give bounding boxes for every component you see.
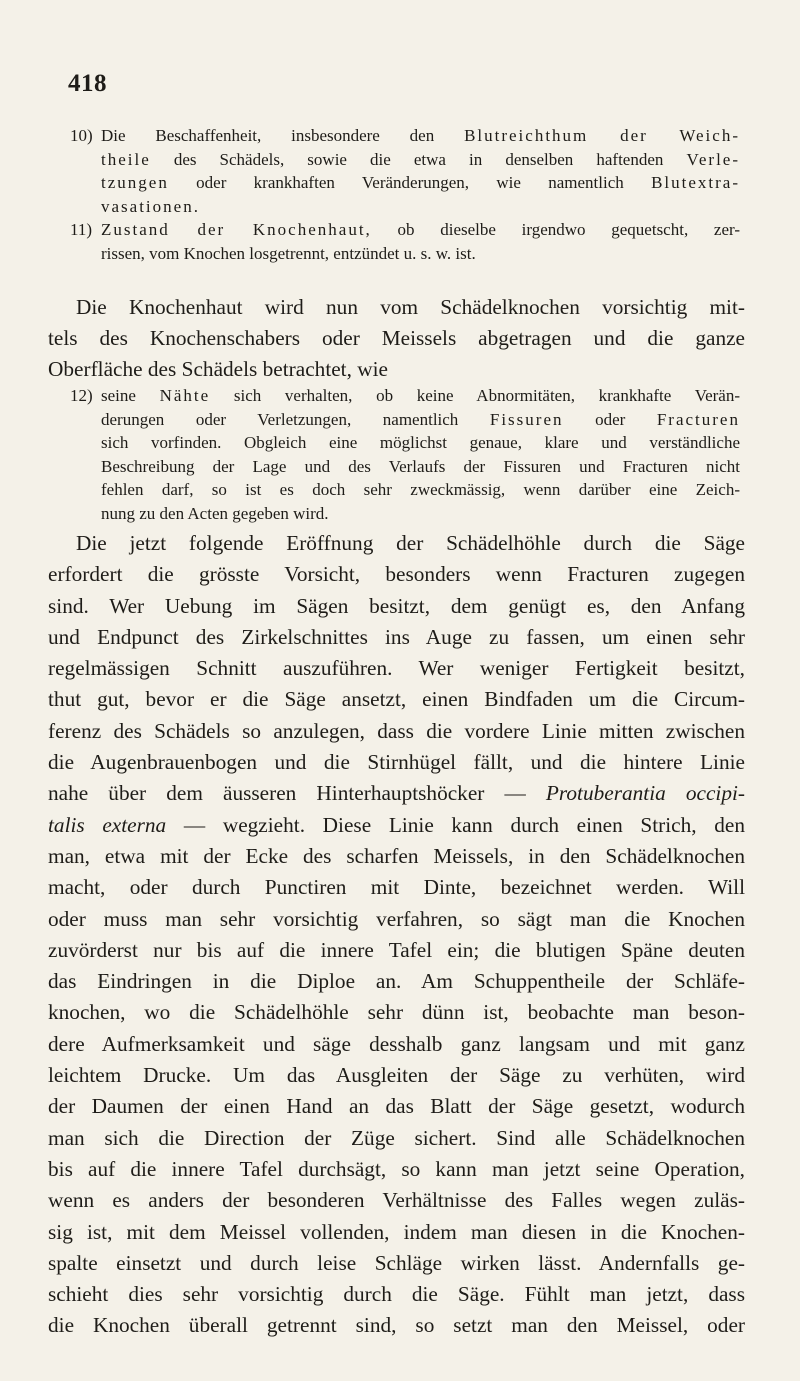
list-item [70, 218, 740, 265]
paragraph-knochenhaut [48, 292, 745, 385]
text-line [48, 622, 745, 653]
text-run: die Augenbrauenbogen und die Stirnhügel fällt, und die hintere Linie [48, 750, 745, 775]
text-line [48, 1154, 745, 1185]
spaced-emphasis: Verle- [686, 149, 740, 169]
text-line [101, 431, 740, 455]
text-line [48, 997, 745, 1028]
numbered-list-top [70, 124, 740, 265]
spaced-emphasis: vasationen. [101, 196, 200, 216]
text-line: tels des Knochenschabers oder Meissels abgetragen und die ganze [48, 326, 745, 350]
text-line [48, 716, 745, 747]
text-line [48, 1091, 745, 1122]
text-line [48, 653, 745, 684]
paragraph-schaedeloeffnung [48, 528, 745, 1342]
text-run: nahe über dem äusseren Hinterhauptshöcker — [48, 781, 546, 806]
text-line [48, 935, 745, 966]
text-run: erfordert die grösste Vorsicht, besonders wenn Fracturen zugegen [48, 562, 745, 587]
text-run: die Knochen überall getrennt sind, so setzt man den Meissel, oder [48, 1313, 745, 1338]
text-run: dere Aufmerksamkeit und säge desshalb ganz langsam und mit ganz [48, 1031, 745, 1056]
text-run: schieht dies sehr vorsichtig durch die Säge. Fühlt man jetzt, dass [48, 1282, 745, 1307]
text-line [48, 1279, 745, 1310]
text-run: nung zu den Acten gegeben wird. [101, 503, 329, 523]
text-line [48, 966, 745, 997]
text-line [101, 171, 740, 195]
text-run: fehlen darf, so ist es doch sehr zweckmässig, wenn darüber eine Zeich- [101, 480, 740, 499]
text-run: thut gut, bevor er die Säge ansetzt, einen Bindfaden um die Circum- [48, 687, 745, 712]
text-line [48, 810, 745, 841]
spaced-emphasis: Zustand der Knochenhaut, [101, 220, 372, 239]
text-run: — wegzieht. Diese Linie kann durch einen Strich, den [166, 812, 746, 837]
text-line [101, 148, 740, 172]
text-run: derungen oder Verletzungen, namentlich [101, 409, 490, 429]
text-line [48, 1060, 745, 1091]
text-run: seine [101, 386, 160, 405]
text-line [101, 478, 740, 502]
text-run: sich vorfinden. Obgleich eine möglichst genaue, klare und verständliche [101, 433, 740, 452]
text-line [48, 684, 745, 715]
text-line [101, 218, 740, 242]
text-run: leichtem Drucke. Um das Ausgleiten der Säge zu verhüten, wird [48, 1063, 745, 1088]
text-run: Beschreibung der Lage und des Verlaufs der Fissuren und Fracturen nicht [101, 456, 740, 476]
text-line [101, 195, 740, 219]
text-line: Oberfläche des Schädels betrachtet, wie [48, 357, 389, 381]
text-run: oder muss man sehr vorsichtig verfahren, so sägt man die Knochen [48, 906, 745, 931]
item-number: 11) [70, 220, 93, 239]
text-run: knochen, wo die Schädelhöhle sehr dünn ist, beobachte man beson- [48, 1000, 745, 1025]
list-item [70, 384, 740, 525]
text-line [101, 124, 740, 148]
text-line [101, 384, 740, 408]
spaced-emphasis: Nähte [159, 386, 211, 405]
spaced-emphasis: Blutextra- [651, 173, 740, 192]
text-line [101, 242, 740, 266]
text-run: bis auf die innere Tafel durchsägt, so kann man jetzt seine Operation, [48, 1156, 745, 1181]
text-line [48, 1029, 745, 1060]
text-line [48, 1310, 745, 1341]
text-run: sich verhalten, ob keine Abnormitäten, krankhafte Verän- [210, 386, 740, 405]
text-line [48, 591, 745, 622]
text-run: sind. Wer Uebung im Sägen besitzt, dem genügt es, den Anfang [48, 593, 745, 618]
spaced-emphasis: tzungen [101, 173, 169, 192]
text-line [48, 841, 745, 872]
text-run: Die jetzt folgende Eröffnung der Schädelhöhle durch die Säge [76, 531, 745, 555]
text-line [48, 559, 745, 590]
text-run: Die Beschaffenheit, insbesondere den [101, 126, 465, 145]
page-number: 418 [68, 70, 107, 97]
text-run: macht, oder durch Punctiren mit Dinte, bezeichnet werden. Will [48, 875, 745, 900]
text-line [48, 778, 745, 809]
text-run: ob dieselbe irgendwo gequetscht, zer- [371, 220, 740, 239]
text-run: regelmässigen Schnitt auszuführen. Wer weniger Fertigkeit besitzt, [48, 656, 745, 681]
text-run: der Daumen der einen Hand an das Blatt der Säge gesetzt, wodurch [48, 1094, 745, 1119]
italic-term: Protuberantia occipi- [545, 781, 745, 806]
text-line [48, 1248, 745, 1279]
text-line [101, 408, 740, 432]
text-run: zuvörderst nur bis auf die innere Tafel ein; die blutigen Späne deuten [48, 937, 745, 962]
text-run: das Eindringen in die Diploe an. Am Schuppentheile der Schläfe- [48, 969, 745, 994]
text-line [48, 1185, 745, 1216]
text-line [48, 1217, 745, 1248]
text-run: sig ist, mit dem Meissel vollenden, indem man diesen in die Knochen- [48, 1219, 745, 1244]
text-line [101, 455, 740, 479]
text-run: rissen, vom Knochen losgetrennt, entzündet u. s. w. ist. [101, 243, 476, 263]
item-number: 10) [70, 126, 93, 145]
text-run: oder [563, 409, 657, 429]
text-run: ferenz des Schädels so anzulegen, dass die vordere Linie mitten zwischen [48, 718, 745, 743]
italic-term: talis externa [48, 812, 167, 837]
item-number: 12) [70, 386, 93, 405]
text-line [48, 1123, 745, 1154]
text-run: des Schädels, sowie die etwa in denselben haftenden [150, 149, 687, 169]
text-run: oder krankhaften Veränderungen, wie namentlich [168, 173, 652, 192]
text-run: und Endpunct des Zirkelschnittes ins Auge zu fassen, um einen sehr [48, 624, 745, 649]
text-run: spalte einsetzt und durch leise Schläge wirken lässt. Andernfalls ge- [48, 1250, 745, 1275]
text-run: wenn es anders der besonderen Verhältnisse des Falles wegen zuläs- [48, 1188, 745, 1213]
text-line [48, 872, 745, 903]
spaced-emphasis: Fracturen [656, 409, 740, 429]
spaced-emphasis: theile [101, 149, 151, 169]
spaced-emphasis: Blutreichthum der Weich- [464, 126, 740, 145]
numbered-list-naehte [70, 384, 740, 525]
text-line [101, 502, 740, 526]
text-line [48, 747, 745, 778]
text-run: man, etwa mit der Ecke des scharfen Meissels, in den Schädelknochen [48, 843, 745, 868]
text-run: man sich die Direction der Züge sichert. Sind alle Schädelknochen [48, 1125, 745, 1150]
list-item [70, 124, 740, 218]
text-line [48, 528, 745, 559]
spaced-emphasis: Fissuren [489, 409, 564, 429]
text-line: Die Knochenhaut wird nun vom Schädelknochen vorsichtig mit- [76, 295, 745, 319]
text-line [48, 904, 745, 935]
